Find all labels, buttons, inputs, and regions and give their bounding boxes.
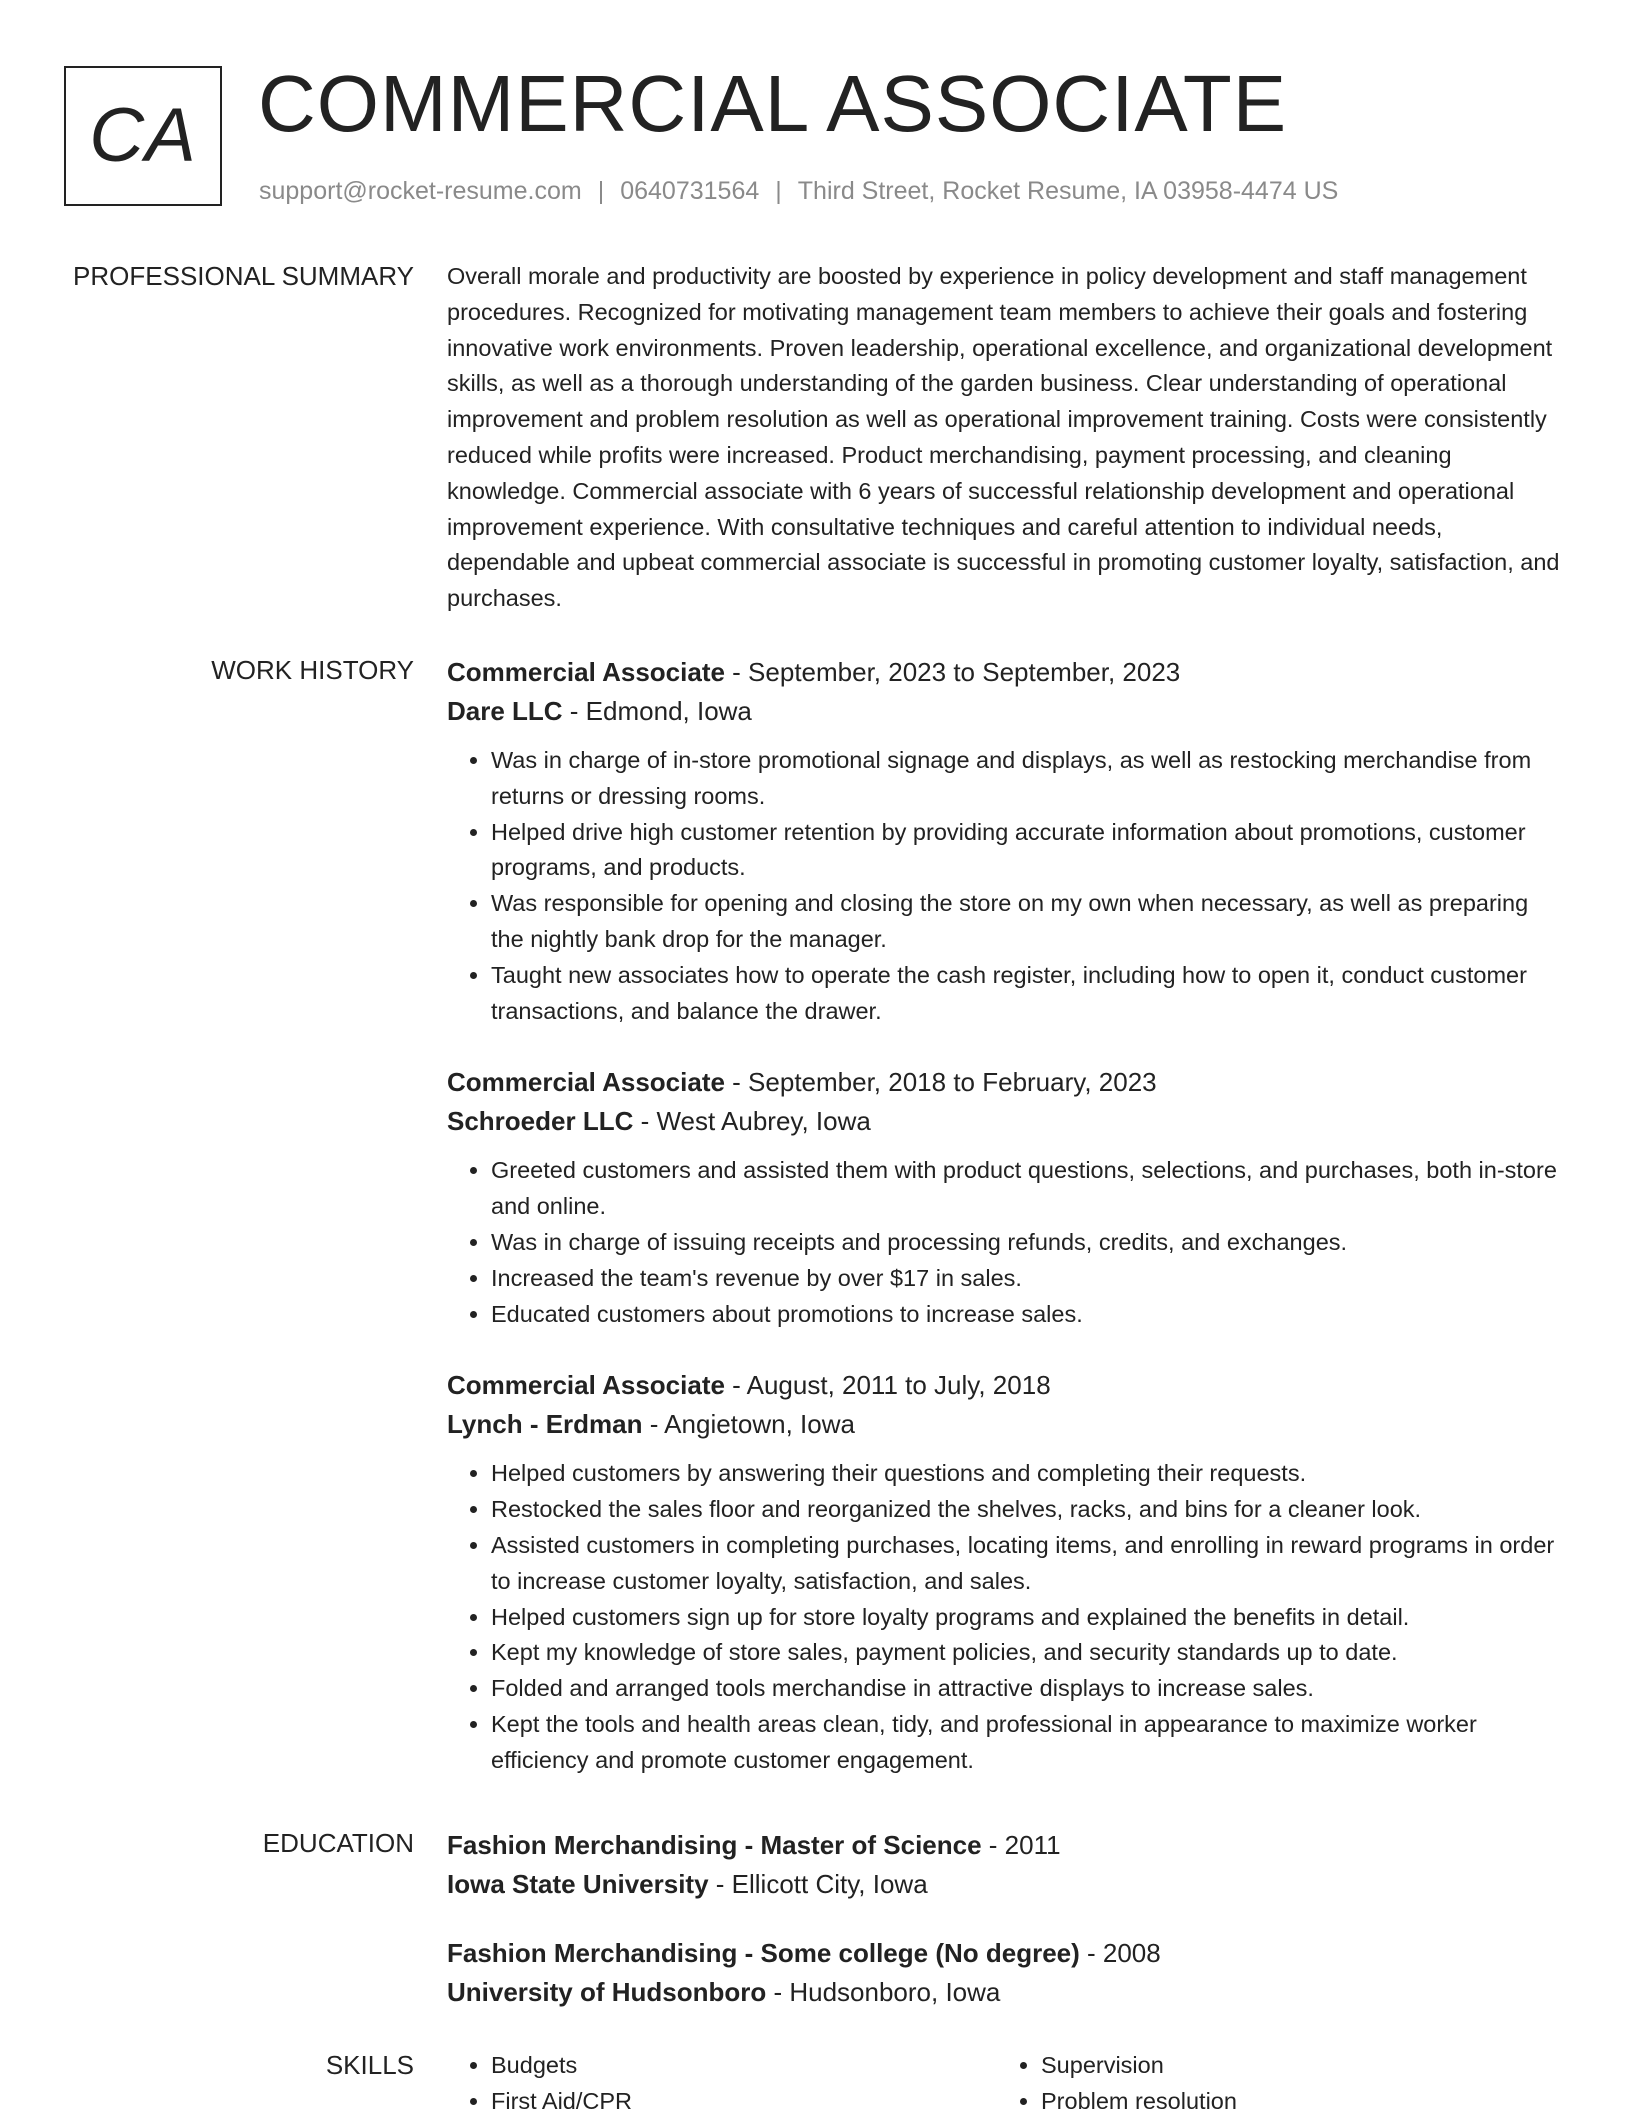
contact-email[interactable]: support@rocket-resume.com (259, 177, 582, 205)
job-company-line (447, 1102, 1565, 1141)
education-body (447, 1826, 1565, 2012)
job-title: Commercial Associate (447, 1370, 725, 1400)
education-year: - 2011 (982, 1830, 1061, 1860)
job-company: Lynch - Erdman (447, 1409, 643, 1439)
skills-column-right (997, 2048, 1547, 2119)
job-bullet: • Greeted customers and assisted them with product questions, selections, and purchases, both in-store and online. (491, 1153, 1565, 1225)
job-entry (447, 1366, 1565, 1778)
job-company-line (447, 692, 1565, 731)
education-location: - Hudsonboro, Iowa (766, 1977, 1000, 2007)
education-school: University of Hudsonboro (447, 1977, 766, 2007)
education-location: - Ellicott City, Iowa (709, 1869, 928, 1899)
job-title: Commercial Associate (447, 657, 725, 687)
education-year: - 2008 (1080, 1938, 1161, 1968)
contact-separator: | (775, 174, 782, 208)
job-title: Commercial Associate (447, 1067, 725, 1097)
contact-line (259, 174, 1338, 208)
work-history-body (447, 653, 1565, 1779)
job-bullet: • Assisted customers in completing purchases, locating items, and enrolling in reward programs in order to increase customer loyalty, satisfaction, and sales. (491, 1528, 1565, 1600)
job-dates: - September, 2018 to February, 2023 (725, 1067, 1157, 1097)
job-location: - West Aubrey, Iowa (633, 1106, 870, 1136)
summary-body (447, 259, 1565, 617)
job-company-line (447, 1405, 1565, 1444)
summary-text: Overall morale and productivity are boosted by experience in policy development and staff management procedures. Recognized for motivating management team members to achieve their goals and fostering innovative work environments. Proven leadership, operational excellence, and organizational development skills, as well as a thorough understanding of the garden business. Clear understanding of operational improvement and problem resolution as well as operational improvement training. Costs were consistently reduced while profits were increased. Product merchandising, payment processing, and cleaning knowledge. Commercial associate with 6 years of successful relationship development and operational improvement experience. With consultative techniques and careful attention to individual needs, dependable and upbeat commercial associate is successful in promoting customer loyalty, satisfaction, and purchases. (447, 259, 1565, 617)
skill-item: • Problem resolution (1041, 2084, 1547, 2119)
summary-heading: PROFESSIONAL SUMMARY (73, 259, 414, 293)
job-bullet: • Taught new associates how to operate the cash register, including how to open it, conduct customer transactions, and balance the drawer. (491, 958, 1565, 1030)
work-history-heading: WORK HISTORY (211, 653, 414, 687)
education-entry (447, 1934, 1565, 2012)
job-dates: - August, 2011 to July, 2018 (725, 1370, 1051, 1400)
skills-column-left (447, 2048, 997, 2119)
job-bullet: • Helped drive high customer retention by providing accurate information about promotions, customer programs, and products. (491, 815, 1565, 887)
education-school-line (447, 1973, 1565, 2012)
job-title-line (447, 1366, 1565, 1405)
contact-address: Third Street, Rocket Resume, IA 03958-4474 US (798, 177, 1339, 205)
job-bullet: • Kept the tools and health areas clean, tidy, and professional in appearance to maximize worker efficiency and promote customer engagement. (491, 1707, 1565, 1779)
skills-heading: SKILLS (326, 2048, 414, 2082)
job-bullet: • Helped customers by answering their questions and completing their requests. (491, 1456, 1565, 1492)
education-degree: Fashion Merchandising - Master of Science (447, 1830, 982, 1860)
job-bullet: • Was responsible for opening and closing the store on my own when necessary, as well as preparing the nightly bank drop for the manager. (491, 886, 1565, 958)
job-bullet: • Educated customers about promotions to increase sales. (491, 1297, 1565, 1333)
job-title-line (447, 653, 1565, 692)
skill-item: • Supervision (1041, 2048, 1547, 2084)
job-bullet: • Increased the team's revenue by over $17 in sales. (491, 1261, 1565, 1297)
skill-item: • First Aid/CPR (491, 2084, 997, 2119)
job-bullet: • Kept my knowledge of store sales, payment policies, and security standards up to date. (491, 1635, 1565, 1671)
contact-separator: | (598, 174, 605, 208)
education-degree: Fashion Merchandising - Some college (No degree) (447, 1938, 1080, 1968)
education-entry (447, 1826, 1565, 1904)
job-bullet: • Helped customers sign up for store loyalty programs and explained the benefits in detail. (491, 1600, 1565, 1636)
education-degree-line (447, 1826, 1565, 1865)
education-school: Iowa State University (447, 1869, 709, 1899)
resume-title: COMMERCIAL ASSOCIATE (258, 56, 1287, 152)
job-bullet: • Was in charge of in-store promotional signage and displays, as well as restocking merchandise from returns or dressing rooms. (491, 743, 1565, 815)
job-title-line (447, 1063, 1565, 1102)
job-location: - Angietown, Iowa (643, 1409, 855, 1439)
monogram-badge (64, 66, 222, 206)
job-bullet: • Was in charge of issuing receipts and processing refunds, credits, and exchanges. (491, 1225, 1565, 1261)
job-bullets (447, 743, 1565, 1029)
job-entry (447, 653, 1565, 1029)
skill-item: • Budgets (491, 2048, 997, 2084)
job-entry (447, 1063, 1565, 1332)
job-bullets (447, 1153, 1565, 1332)
job-dates: - September, 2023 to September, 2023 (725, 657, 1180, 687)
skills-body (447, 2048, 1565, 2119)
job-bullet: • Folded and arranged tools merchandise in attractive displays to increase sales. (491, 1671, 1565, 1707)
job-bullets (447, 1456, 1565, 1778)
job-company: Schroeder LLC (447, 1106, 633, 1136)
job-location: - Edmond, Iowa (563, 696, 752, 726)
monogram-initials: CA (89, 98, 197, 174)
contact-phone[interactable]: 0640731564 (620, 177, 759, 205)
job-company: Dare LLC (447, 696, 563, 726)
education-degree-line (447, 1934, 1565, 1973)
job-bullet: • Restocked the sales floor and reorganized the shelves, racks, and bins for a cleaner look. (491, 1492, 1565, 1528)
skills-grid (447, 2048, 1565, 2119)
education-heading: EDUCATION (263, 1826, 414, 1860)
education-school-line (447, 1865, 1565, 1904)
